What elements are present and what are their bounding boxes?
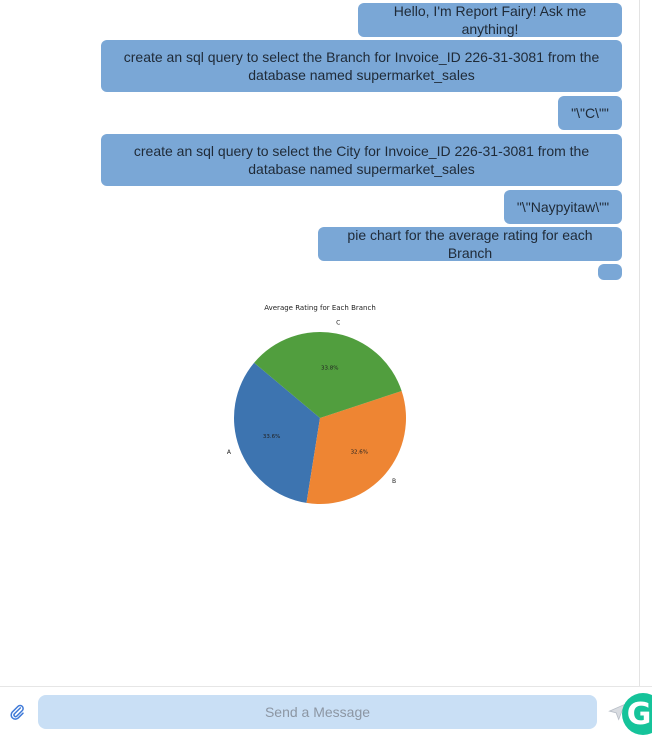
- assistant-empty-bubble: [598, 264, 622, 280]
- user-message-bubble: [101, 40, 622, 92]
- assistant-answer-bubble: [558, 96, 622, 130]
- message-text: create an sql query to select the City for Invoice_ID 226-31-3081 from the database named supermarket_sales: [133, 143, 590, 177]
- user-message-bubble: [101, 134, 622, 186]
- assistant-answer-bubble: [504, 190, 622, 224]
- user-message-bubble: [318, 227, 622, 261]
- message-input[interactable]: [38, 695, 597, 729]
- pie-percent-label-c: 33.8%: [320, 365, 339, 372]
- composer-divider: [0, 686, 652, 687]
- pie-percent-label-a: 33.6%: [262, 434, 281, 441]
- message-text: "\"C\"": [571, 105, 609, 121]
- panel-divider: [639, 0, 640, 686]
- message-text: pie chart for the average rating for each Branch: [347, 227, 593, 261]
- grammarly-badge-icon[interactable]: [622, 693, 652, 735]
- paperclip-icon[interactable]: [7, 702, 27, 722]
- pie-category-label-b: B: [391, 477, 397, 485]
- pie-chart: [160, 290, 480, 540]
- assistant-greeting-bubble: [358, 3, 622, 37]
- pie-percent-label-b: 32.6%: [350, 449, 369, 456]
- message-text: create an sql query to select the Branch for Invoice_ID 226-31-3081 from the database named supermarket_sales: [123, 49, 600, 83]
- message-text: "\"Naypyitaw\"": [516, 199, 610, 215]
- chart-title: Average Rating for Each Branch: [264, 304, 376, 312]
- badge-letter: G: [626, 696, 652, 732]
- message-text: Hello, I'm Report Fairy! Ask me anything!: [393, 3, 587, 37]
- pie-category-label-c: C: [336, 319, 341, 327]
- pie-category-label-a: A: [226, 449, 232, 457]
